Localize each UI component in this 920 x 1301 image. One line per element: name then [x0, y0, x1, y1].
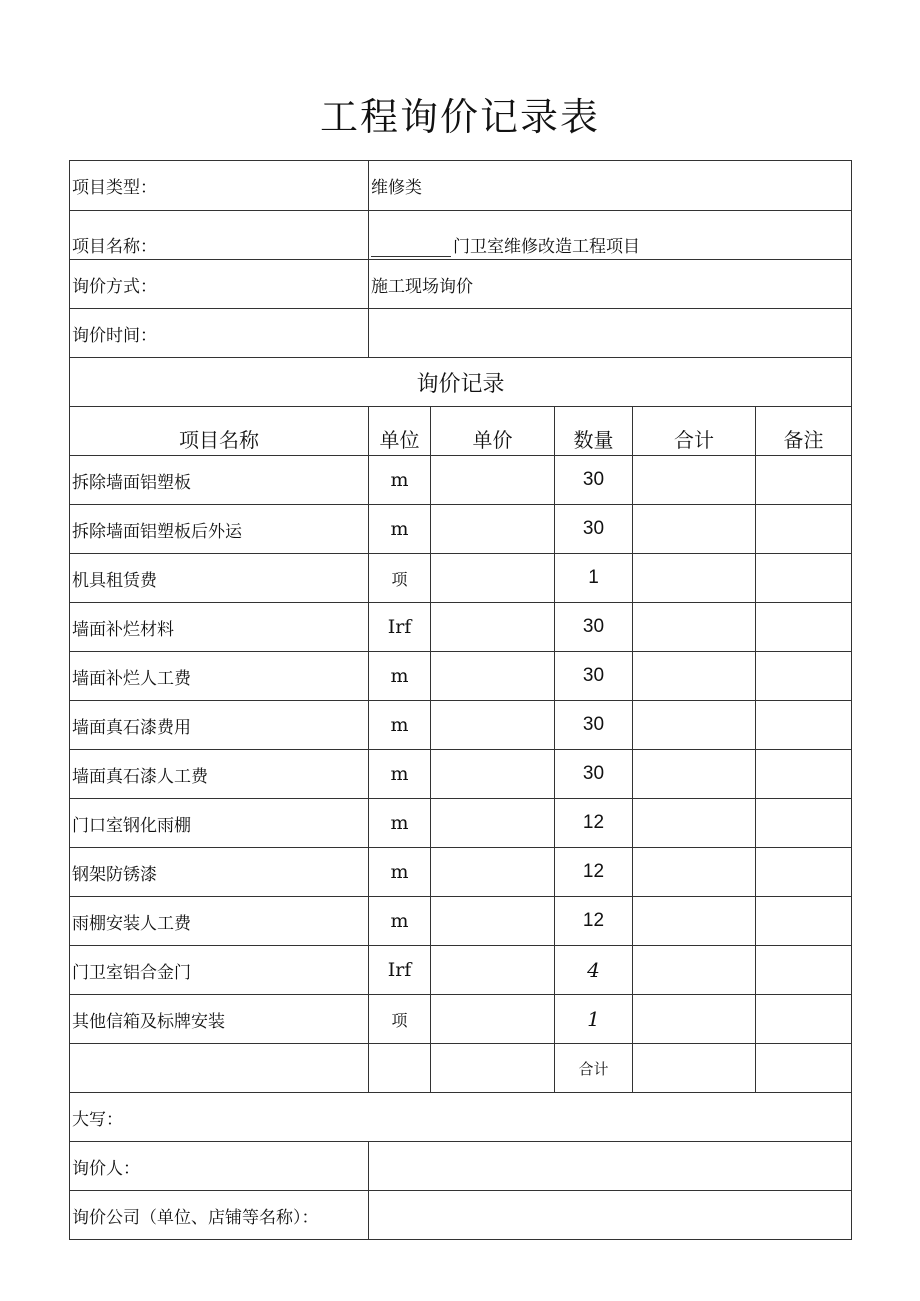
item-total [633, 897, 756, 946]
item-unit: 项 [369, 995, 431, 1044]
item-remark [756, 750, 852, 799]
item-unit: 项 [369, 554, 431, 603]
item-unit: m [369, 652, 431, 701]
sum-remark [756, 1044, 852, 1093]
item-unit: m [369, 505, 431, 554]
item-total [633, 603, 756, 652]
item-unit-price [431, 799, 555, 848]
method-value: 施工现场询价 [369, 260, 852, 309]
item-total [633, 554, 756, 603]
item-name: 墙面补烂材料 [70, 603, 369, 652]
table-row [70, 897, 852, 946]
item-unit: Irf [369, 603, 431, 652]
capital-label: 大写： [70, 1093, 852, 1142]
table-row [70, 603, 852, 652]
header-unit-price: 单价 [431, 407, 555, 456]
company-label: 询价公司（单位、店铺等名称）： [70, 1191, 369, 1240]
table-row [70, 554, 852, 603]
item-remark [756, 995, 852, 1044]
item-total [633, 750, 756, 799]
item-total [633, 848, 756, 897]
capital-row [70, 1093, 852, 1142]
item-remark [756, 652, 852, 701]
table-row [70, 505, 852, 554]
inquirer-label: 询价人： [70, 1142, 369, 1191]
item-total [633, 799, 756, 848]
item-unit: m [369, 456, 431, 505]
item-total [633, 652, 756, 701]
item-unit-price [431, 995, 555, 1044]
item-quantity: 12 [555, 848, 633, 897]
item-name: 拆除墙面铝塑板 [70, 456, 369, 505]
item-remark [756, 848, 852, 897]
item-quantity: 12 [555, 897, 633, 946]
section-title: 询价记录 [70, 358, 852, 407]
project-name-cell [369, 211, 852, 260]
project-type-value: 维修类 [369, 161, 852, 211]
item-name: 其他信箱及标牌安装 [70, 995, 369, 1044]
item-quantity: 4 [555, 946, 633, 995]
item-unit: Irf [369, 946, 431, 995]
table-row [70, 946, 852, 995]
item-name: 机具租赁费 [70, 554, 369, 603]
item-quantity: 30 [555, 701, 633, 750]
header-unit: 单位 [369, 407, 431, 456]
method-label: 询价方式： [70, 260, 369, 309]
table-row [70, 701, 852, 750]
item-name: 墙面补烂人工费 [70, 652, 369, 701]
item-total [633, 946, 756, 995]
item-total [633, 701, 756, 750]
table-row [70, 848, 852, 897]
item-remark [756, 701, 852, 750]
item-quantity: 30 [555, 750, 633, 799]
project-type-row [70, 161, 852, 211]
item-name: 门卫室铝合金门 [70, 946, 369, 995]
header-name: 项目名称 [70, 407, 369, 456]
item-quantity: 30 [555, 456, 633, 505]
method-row [70, 260, 852, 309]
item-name: 拆除墙面铝塑板后外运 [70, 505, 369, 554]
sum-blank-name [70, 1044, 369, 1093]
company-row [70, 1191, 852, 1240]
sum-blank-price [431, 1044, 555, 1093]
project-name-row [70, 211, 852, 260]
item-name: 墙面真石漆人工费 [70, 750, 369, 799]
item-name: 钢架防锈漆 [70, 848, 369, 897]
item-quantity: 1 [555, 995, 633, 1044]
item-unit-price [431, 652, 555, 701]
section-row [70, 358, 852, 407]
table-row [70, 652, 852, 701]
table-row [70, 456, 852, 505]
item-quantity: 12 [555, 799, 633, 848]
item-unit: m [369, 750, 431, 799]
item-unit: m [369, 848, 431, 897]
item-name: 墙面真石漆费用 [70, 701, 369, 750]
table-row [70, 750, 852, 799]
inquirer-row [70, 1142, 852, 1191]
item-unit-price [431, 897, 555, 946]
item-quantity: 1 [555, 554, 633, 603]
item-quantity: 30 [555, 505, 633, 554]
table-row [70, 799, 852, 848]
time-value [369, 309, 852, 358]
time-row [70, 309, 852, 358]
page-title: 工程询价记录表 [319, 95, 600, 139]
sum-total-value [633, 1044, 756, 1093]
item-unit: m [369, 799, 431, 848]
item-unit-price [431, 505, 555, 554]
item-remark [756, 799, 852, 848]
item-remark [756, 456, 852, 505]
table-row [70, 995, 852, 1044]
item-remark [756, 897, 852, 946]
item-total [633, 456, 756, 505]
sum-blank-unit [369, 1044, 431, 1093]
item-quantity: 30 [555, 603, 633, 652]
item-quantity: 30 [555, 652, 633, 701]
item-total [633, 505, 756, 554]
time-label: 询价时间： [70, 309, 369, 358]
item-unit-price [431, 701, 555, 750]
item-remark [756, 505, 852, 554]
item-unit-price [431, 946, 555, 995]
sum-label: 合计 [555, 1044, 633, 1093]
inquiry-table [69, 160, 852, 1240]
item-remark [756, 603, 852, 652]
item-unit-price [431, 603, 555, 652]
item-name: 雨棚安装人工费 [70, 897, 369, 946]
item-remark [756, 946, 852, 995]
header-total: 合计 [633, 407, 756, 456]
item-unit-price [431, 554, 555, 603]
item-unit-price [431, 848, 555, 897]
project-name-label: 项目名称： [70, 211, 369, 260]
project-type-label: 项目类型： [70, 161, 369, 211]
inquirer-value [369, 1142, 852, 1191]
item-total [633, 995, 756, 1044]
item-remark [756, 554, 852, 603]
item-unit: m [369, 701, 431, 750]
item-name: 门口室钢化雨棚 [70, 799, 369, 848]
name-blank-line [371, 240, 451, 257]
company-value [369, 1191, 852, 1240]
header-quantity: 数量 [555, 407, 633, 456]
header-remark: 备注 [756, 407, 852, 456]
item-unit: m [369, 897, 431, 946]
item-unit-price [431, 456, 555, 505]
header-row [70, 407, 852, 456]
item-unit-price [431, 750, 555, 799]
sum-row [70, 1044, 852, 1093]
project-name-value: 门卫室维修改造工程项目 [453, 237, 640, 257]
